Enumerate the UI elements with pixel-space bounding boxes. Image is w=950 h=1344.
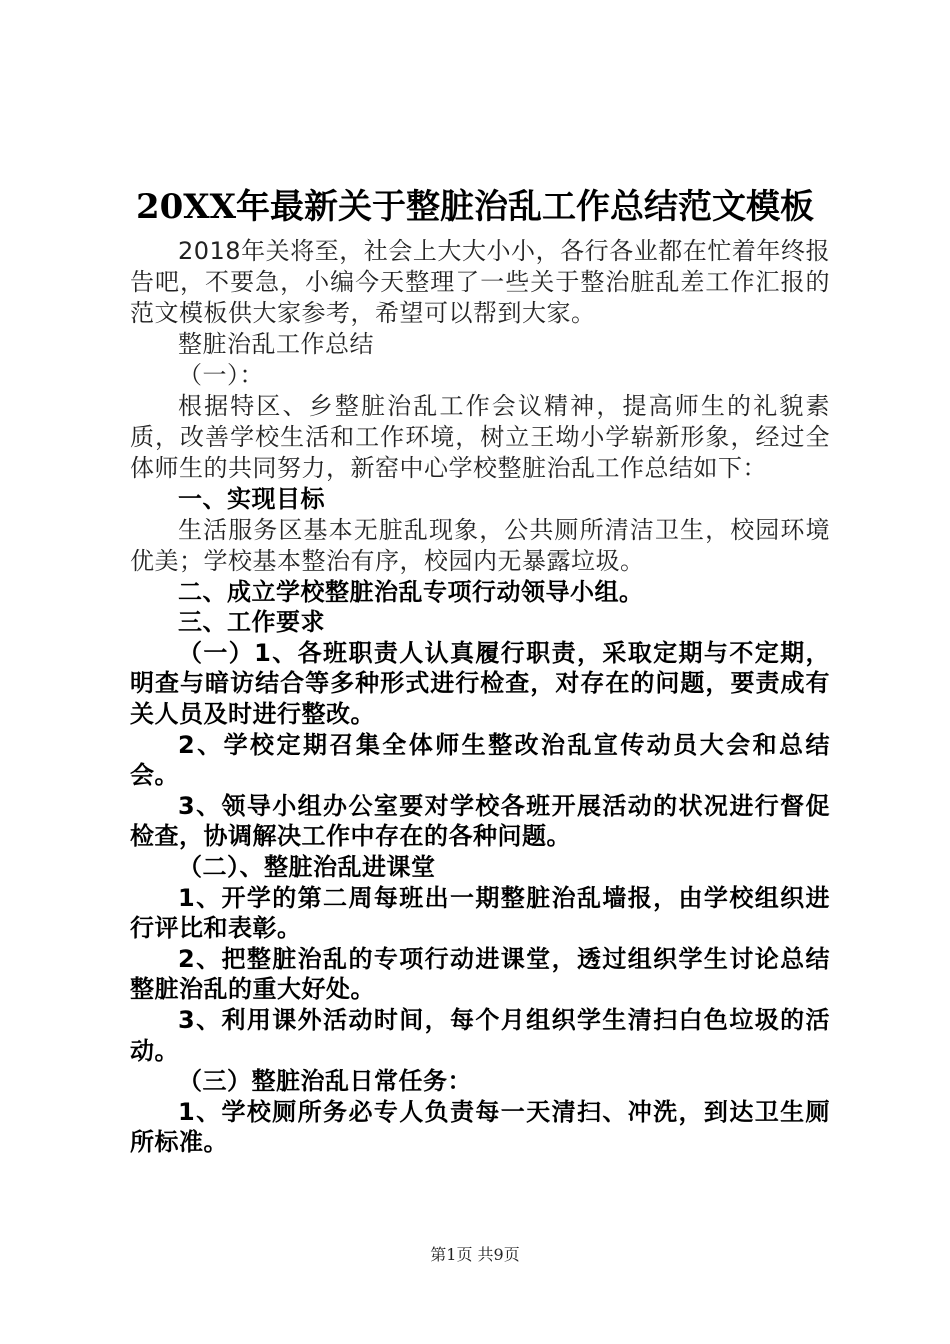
paragraph-requirement-2: 2、学校定期召集全体师生整改治乱宣传动员大会和总结会。 (130, 730, 830, 790)
paragraph-goals: 生活服务区基本无脏乱现象，公共厕所清洁卫生，校园环境优美；学校基本整治有序，校园内无暴露垃圾。 (130, 515, 830, 575)
document-title: 20XX年最新关于整脏治乱工作总结范文模板 (135, 187, 815, 227)
paragraph-requirement-3: 3、领导小组办公室要对学校各班开展活动的状况进行督促检查，协调解决工作中存在的各种问题。 (130, 791, 830, 851)
heading-daily-tasks: （三）整脏治乱日常任务： (178, 1067, 472, 1096)
paragraph-overview: 根据特区、乡整脏治乱工作会议精神，提高师生的礼貌素质，改善学校生活和工作环境，树立王坳小学崭新形象，经过全体师生的共同努力，新窑中心学校整脏治乱工作总结如下： (130, 392, 830, 482)
heading-goals: 一、实现目标 (178, 485, 325, 513)
paragraph-classroom-1: 1、开学的第二周每班出一期整脏治乱墙报，由学校组织进行评比和表彰。 (130, 883, 830, 943)
heading-requirements: 三、工作要求 (178, 608, 325, 637)
paragraph-classroom-2: 2、把整脏治乱的专项行动进课堂，透过组织学生讨论总结整脏治乱的重大好处。 (130, 944, 830, 1004)
document-body (130, 236, 830, 1158)
paragraph-intro: 2018年关将至，社会上大大小小，各行各业都在忙着年终报告吧，不要急，小编今天整理了一些关于整治脏乱差工作汇报的范文模板供大家参考，希望可以帮到大家。 (130, 237, 830, 327)
heading-leadership: 二、成立学校整脏治乱专项行动领导小组。 (178, 577, 644, 606)
paragraph-subtitle: 整脏治乱工作总结 (178, 330, 374, 358)
paragraph-requirement-1: （一）1、各班职责人认真履行职责，采取定期与不定期，明查与暗访结合等多种形式进行检查，对存在的问题，要责成有关人员及时进行整改。 (130, 638, 830, 728)
paragraph-section-marker: （一）： (178, 361, 264, 389)
page-number-footer: 第1页 共9页 (430, 1245, 520, 1264)
heading-classroom: （二）、整脏治乱进课堂 (178, 852, 436, 881)
paragraph-daily-task-1: 1、学校厕所务必专人负责每一天清扫、冲洗，到达卫生厕所标准。 (130, 1097, 830, 1157)
paragraph-classroom-3: 3、利用课外活动时间，每个月组织学生清扫白色垃圾的活动。 (130, 1005, 830, 1065)
